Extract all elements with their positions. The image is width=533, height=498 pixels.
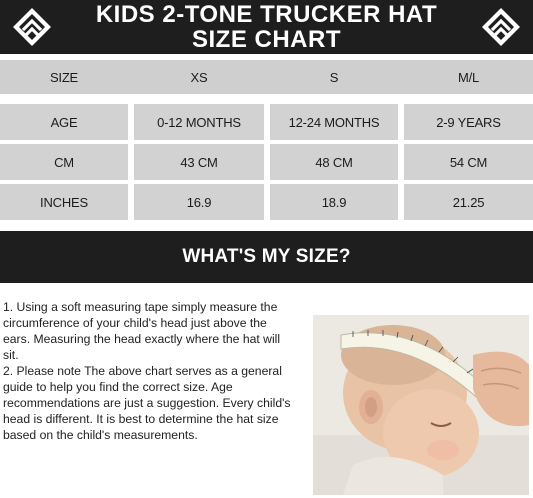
brand-logo-icon	[481, 7, 521, 47]
table-row-inches	[0, 184, 533, 220]
table-cell: 12-24 MONTHS	[270, 104, 398, 140]
table-row-label: CM	[0, 144, 128, 180]
table-header-cell: SIZE	[49, 69, 79, 85]
table-row-label: INCHES	[0, 184, 128, 220]
table-header-cell: M/L	[457, 69, 480, 85]
instruction-step-2: 2. Please note The above chart serves as a general guide to help you find the correct size. Age recommendations are just a suggestion. Every child's head is different. It is best to determine the hat size based on the child's measurements.	[3, 364, 291, 442]
brand-logo-icon	[12, 7, 52, 47]
table-row-age	[0, 104, 533, 140]
table-cell: 21.25	[404, 184, 533, 220]
table-cell: 48 CM	[270, 144, 398, 180]
table-header-cell: XS	[190, 69, 208, 85]
table-header-cell: S	[329, 69, 339, 85]
size-chart-table	[0, 58, 533, 226]
table-cell: 16.9	[134, 184, 264, 220]
table-cell: 54 CM	[404, 144, 533, 180]
page-title-line-1: KIDS 2-TONE TRUCKER HAT	[95, 1, 438, 28]
measuring-instructions	[3, 299, 309, 443]
title-banner	[0, 0, 533, 54]
table-row-cm	[0, 144, 533, 180]
section-banner	[0, 231, 533, 283]
table-cell: 2-9 YEARS	[404, 104, 533, 140]
table-header-row	[0, 60, 533, 94]
table-cell: 0-12 MONTHS	[134, 104, 264, 140]
page-title-line-2: SIZE CHART	[192, 26, 341, 53]
table-cell: 43 CM	[134, 144, 264, 180]
baby-measuring-photo	[313, 315, 529, 495]
section-title: WHAT'S MY SIZE?	[182, 246, 351, 267]
table-cell: 18.9	[270, 184, 398, 220]
table-row-label: AGE	[0, 104, 128, 140]
instruction-step-1: 1. Using a soft measuring tape simply measure the circumference of your child's head just above the ears. Measuring the head exactly where the hat will sit.	[3, 300, 281, 362]
